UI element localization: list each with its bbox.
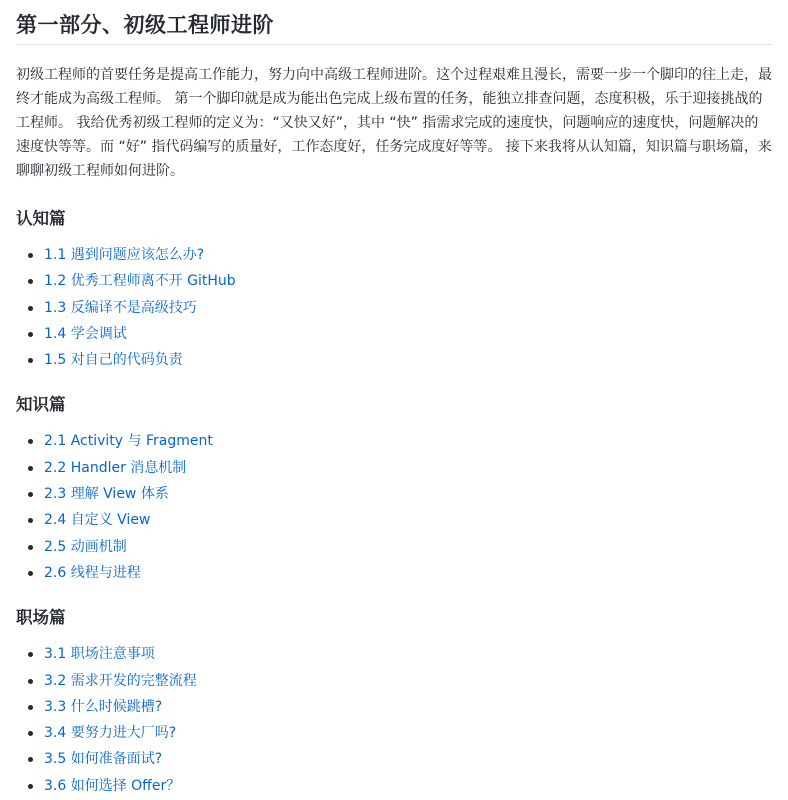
list-item [16, 720, 772, 746]
intro-paragraph: 初级工程师的首要任务是提高工作能力，努力向中高级工程师进阶。这个过程艰难且漫长，需要一步一个脚印的往上走，最终才能成为高级工程师。 第一个脚印就是成为能出色完成上级布置的任务，能独立排查问题，态度积极，乐于迎接挑战的工程师。 我给优秀初级工程师的定义为：“又快又好”，其中 “快” 指需求完成的速度快，问题响应的速度快，问题解决的速度快等等。而 “好” 指代码编写的质量好，工作态度好，任务完成度好等等。 接下来我将从认知篇，知识篇与职场篇，来聊聊初级工程师如何进阶。 [16, 67, 772, 179]
list-item [16, 746, 772, 772]
toc-link[interactable]: 1.3 反编译不是高级技巧 [44, 299, 197, 316]
toc-link[interactable]: 2.6 线程与进程 [44, 564, 141, 581]
list-item [16, 321, 772, 347]
toc-link[interactable]: 3.2 需求开发的完整流程 [44, 672, 197, 689]
toc-link[interactable]: 3.1 职场注意事项 [44, 646, 155, 663]
list-item [16, 481, 772, 507]
bullet-icon [28, 757, 33, 762]
bullet-icon [28, 652, 33, 657]
bullet-icon [28, 279, 33, 284]
toc-link[interactable]: 1.4 学会调试 [44, 325, 127, 342]
list-item [16, 773, 772, 799]
bullet-icon [28, 731, 33, 736]
list-item [16, 668, 772, 694]
list-item [16, 560, 772, 586]
toc-list [16, 428, 772, 586]
list-item [16, 268, 772, 294]
bullet-icon [28, 571, 33, 576]
list-item [16, 534, 772, 560]
toc-list [16, 242, 772, 373]
bullet-icon [28, 253, 33, 258]
list-item [16, 242, 772, 268]
list-item [16, 295, 772, 321]
bullet-icon [28, 332, 33, 337]
page-title: 第一部分、初级工程师进阶 [16, 0, 772, 45]
toc-list [16, 641, 772, 799]
list-item [16, 641, 772, 667]
toc-link[interactable]: 3.4 要努力进大厂吗? [44, 725, 177, 742]
bullet-icon [28, 705, 33, 710]
section-heading: 认知篇 [16, 209, 66, 228]
bullet-icon [28, 439, 33, 444]
toc-link[interactable]: 2.2 Handler 消息机制 [44, 459, 187, 476]
bullet-icon [28, 545, 33, 550]
list-item [16, 428, 772, 454]
list-item [16, 455, 772, 481]
toc-link[interactable]: 1.1 遇到问题应该怎么办? [44, 247, 205, 263]
toc-sections [16, 207, 772, 799]
bullet-icon [28, 306, 33, 311]
toc-link[interactable]: 2.1 Activity 与 Fragment [44, 433, 213, 450]
section-heading: 知识篇 [16, 395, 66, 415]
toc-link[interactable]: 2.5 动画机制 [44, 538, 127, 555]
bullet-icon [28, 466, 33, 471]
toc-link[interactable]: 3.5 如何准备面试? [44, 751, 163, 768]
toc-link[interactable]: 3.3 什么时候跳槽? [44, 698, 163, 715]
list-item [16, 507, 772, 533]
bullet-icon [28, 492, 33, 497]
toc-link[interactable]: 1.5 对自己的代码负责 [44, 352, 183, 369]
bullet-icon [28, 784, 33, 789]
bullet-icon [28, 518, 33, 523]
list-item [16, 347, 772, 373]
bullet-icon [28, 679, 33, 684]
toc-link[interactable]: 1.2 优秀工程师离不开 GitHub [44, 273, 236, 290]
section-heading: 职场篇 [16, 608, 66, 628]
toc-link[interactable]: 3.6 如何选择 Offer？ [44, 777, 181, 794]
toc-link[interactable]: 2.4 自定义 View [44, 512, 151, 529]
list-item [16, 694, 772, 720]
toc-link[interactable]: 2.3 理解 View 体系 [44, 486, 169, 503]
bullet-icon [28, 358, 33, 363]
